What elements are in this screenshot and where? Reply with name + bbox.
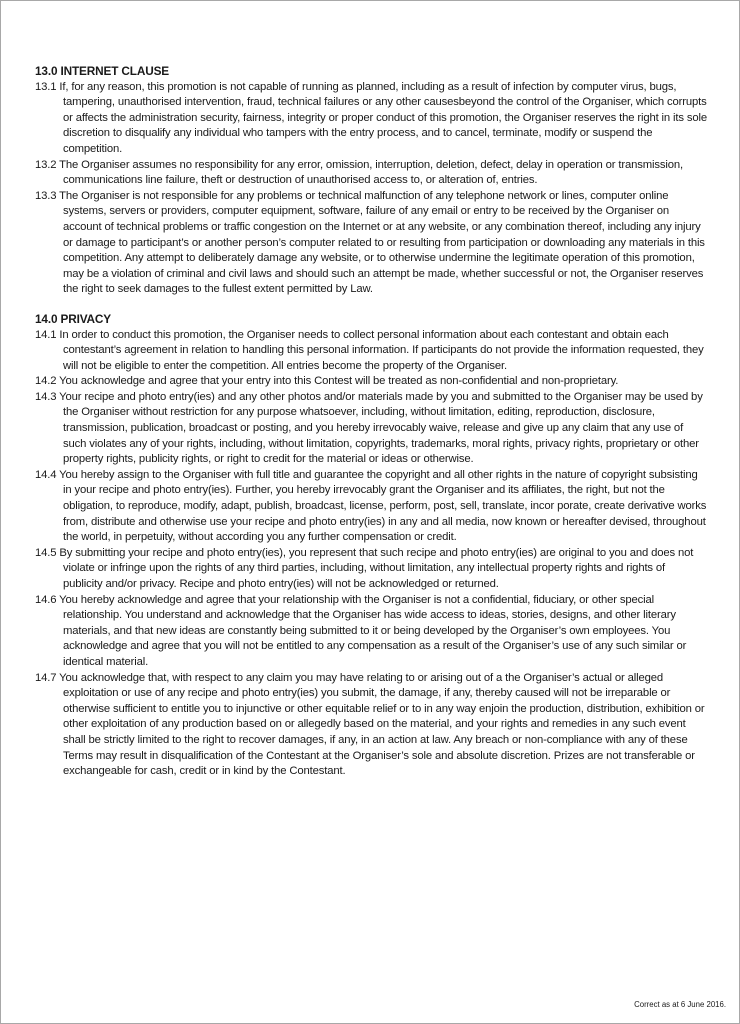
clause-14-7: 14.7 You acknowledge that, with respect to any claim you may have relating to or arising out of a the Organiser’s actual or alleged exploitation or use of any recipe and photo entry(ies) you submit, the damage, if any, thereby caused will not be irreparable or otherwise sufficient to entitle you to injunctive or other equitable relief or to in any way enjoin the production, distribution, exhibition or other exploitation of any production based on or allegedly based on the material, and your rights and remedies in any such event shall be strictly limited to the right to recover damages, if any, in an action at law. Any breach or non-compliance with any of these Terms may result in disqualification of the Contestant at the Organiser’s sole and absolute discretion. Prizes are not transferable or exchangeable for cash, credit or in kind by the Contestant. [35, 671, 705, 778]
clause-13-3: 13.3 The Organiser is not responsible for any problems or technical malfunction of any telephone network or lines, computer online systems, servers or providers, computer equipment, software, failure of any email or entry to be received by the Organiser on account of technical problems or traffic congestion on the Internet or at any website, or any combination thereof, including any injury or damage to participant’s or another person’s computer related to or resulting from participation or downloading any materials in this competition. Any attempt to deliberately damage any website, or to otherwise undermine the legitimate operation of this promotion, may be a violation of criminal and civil laws and should such an attempt be made, whether successful or not, the Organiser reserves the right to seek damages to the fullest extent permitted by Law. [35, 189, 705, 296]
section-heading: 14.0 PRIVACY [35, 311, 112, 326]
clause-13-1: 13.1 If, for any reason, this promotion is not capable of running as planned, including as a result of infection by computer virus, bugs, tampering, unauthorised intervention, fraud, technical failures or any other causesbeyond the control of the Organiser, which corrupts or affects the administration security, fairness, integrity or proper conduct of this promotion, the Organiser reserves the right in its sole discretion to disqualify any individual who tampers with the entry process, and to cancel, terminate, modify or suspend the competition. [35, 80, 707, 155]
clause-14-6: 14.6 You hereby acknowledge and agree that your relationship with the Organiser is not a confidential, fiduciary, or other special relationship. You understand and acknowledge that the Organiser has wide access to ideas, stories, designs, and other literary materials, and that new ideas are constantly being submitted to it or being developed by the Organiser’s own employees. You acknowledge and agree that you will not be entitled to any compensation as a result of the Organiser’s use of any such similar or identical material. [35, 593, 687, 668]
clause-14-4: 14.4 You hereby assign to the Organiser with full title and guarantee the copyright and all other rights in the nature of copyright subsisting in your recipe and photo entry(ies). Further, you hereby irrevocably grant the Organiser and its affiliates, the right, but not the obligation, to reproduce, modify, adapt, publish, broadcast, license, perform, post, sell, translate, incor porate, create derivative works from, distribute and otherwise use your recipe and photo entry(ies) in any and all media, now known or hereafter devised, throughout the world, in perpetuity, without according you any further compensation or credit. [35, 468, 707, 544]
section-heading: 13.0 INTERNET CLAUSE [35, 64, 170, 78]
clause-13-2: 13.2 The Organiser assumes no responsibility for any error, omission, interruption, deletion, defect, delay in operation or transmission, communications line failure, theft or destruction of unauthorised access to, or alteration of, entries. [35, 158, 683, 187]
clause-14-5: 14.5 By submitting your recipe and photo entry(ies), you represent that such recipe and photo entry(ies) are original to you and does not violate or infringe upon the rights of any third parties, including, without limitation, any intellectual property rights and rights of publicity and/or privacy. Recipe and photo entry(ies) will not be acknowledged or returned. [35, 546, 694, 590]
section-internet-clause [35, 64, 707, 298]
clause-14-3: 14.3 Your recipe and photo entry(ies) and any other photos and/or materials made by you and submitted to the Organiser may be used by the Organiser without restriction for any purpose whatsoever, including, without limitation, editing, reproduction, disclosure, transmission, publication, broadcast or posting, and you hereby irrevocably waive, release and give up any claim that any use of such violates any of your rights, including, without limitation, copyrights, trademarks, moral rights, privacy rights, proprietary or other property rights, publicity rights, or right to credit for the material or ideas or otherwise. [35, 390, 703, 466]
clause-14-2: 14.2 You acknowledge and agree that your entry into this Contest will be treated as non-confidential and non-proprietary. [35, 375, 619, 388]
document-body [35, 64, 707, 794]
footer-date-note: Correct as at 6 June 2016. [634, 1000, 726, 1009]
clause-14-1: 14.1 In order to conduct this promotion, the Organiser needs to collect personal information about each contestant and obtain each contestant’s agreement in relation to handling this personal information. If participants do not provide the information requested, they will not be eligible to enter the competition. All entries become the property of the Organiser. [35, 328, 704, 372]
section-privacy [35, 312, 707, 780]
